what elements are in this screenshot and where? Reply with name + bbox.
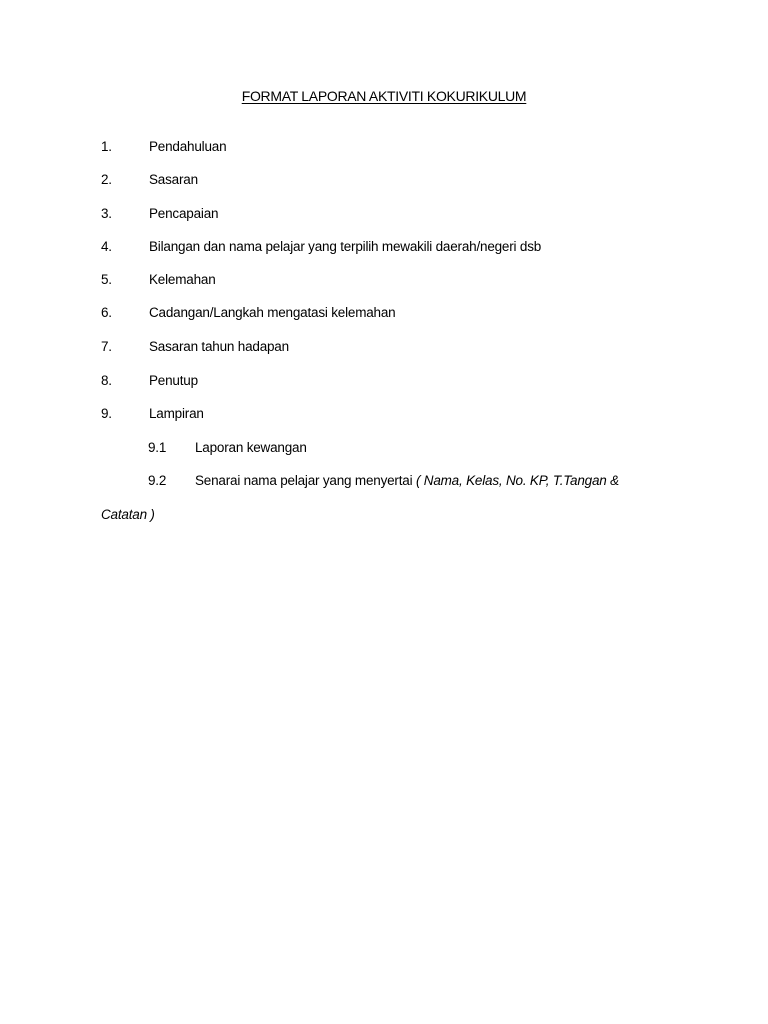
list-item-number: 6. [101,305,112,320]
list-item-text: Pendahuluan [149,139,227,154]
list-item-text: Pencapaian [149,206,219,221]
list-item-number: 1. [101,139,112,154]
list-item-number: 9. [101,406,112,421]
list-item-text: Sasaran tahun hadapan [149,339,289,354]
sub-list-item-text: Senarai nama pelajar yang menyertai [195,473,416,488]
sub-list-item-number: 9.1 [148,440,167,455]
list-item-number: 3. [101,206,112,221]
list-item-number: 8. [101,373,112,388]
list-item-text: Cadangan/Langkah mengatasi kelemahan [149,305,396,320]
list-item-number: 4. [101,239,112,254]
list-item-text: Bilangan dan nama pelajar yang terpilih mewakili daerah/negeri dsb [149,239,542,254]
list-item-text: Lampiran [149,406,204,421]
continuation-text: Catatan ) [101,507,155,522]
list-item-text: Sasaran [149,172,198,187]
sub-list-item-content [195,473,619,488]
list-item-number: 2. [101,172,112,187]
list-item-number: 5. [101,272,112,287]
sub-list-item-number: 9.2 [148,473,167,488]
sub-list-item-text: Laporan kewangan [195,440,307,455]
list-item-number: 7. [101,339,112,354]
sub-list-item-italic-note: ( Nama, Kelas, No. KP, T.Tangan & [415,473,619,488]
list-item-text: Kelemahan [149,272,216,287]
list-item-text: Penutup [149,373,198,388]
document-title: FORMAT LAPORAN AKTIVITI KOKURIKULUM [241,88,527,104]
